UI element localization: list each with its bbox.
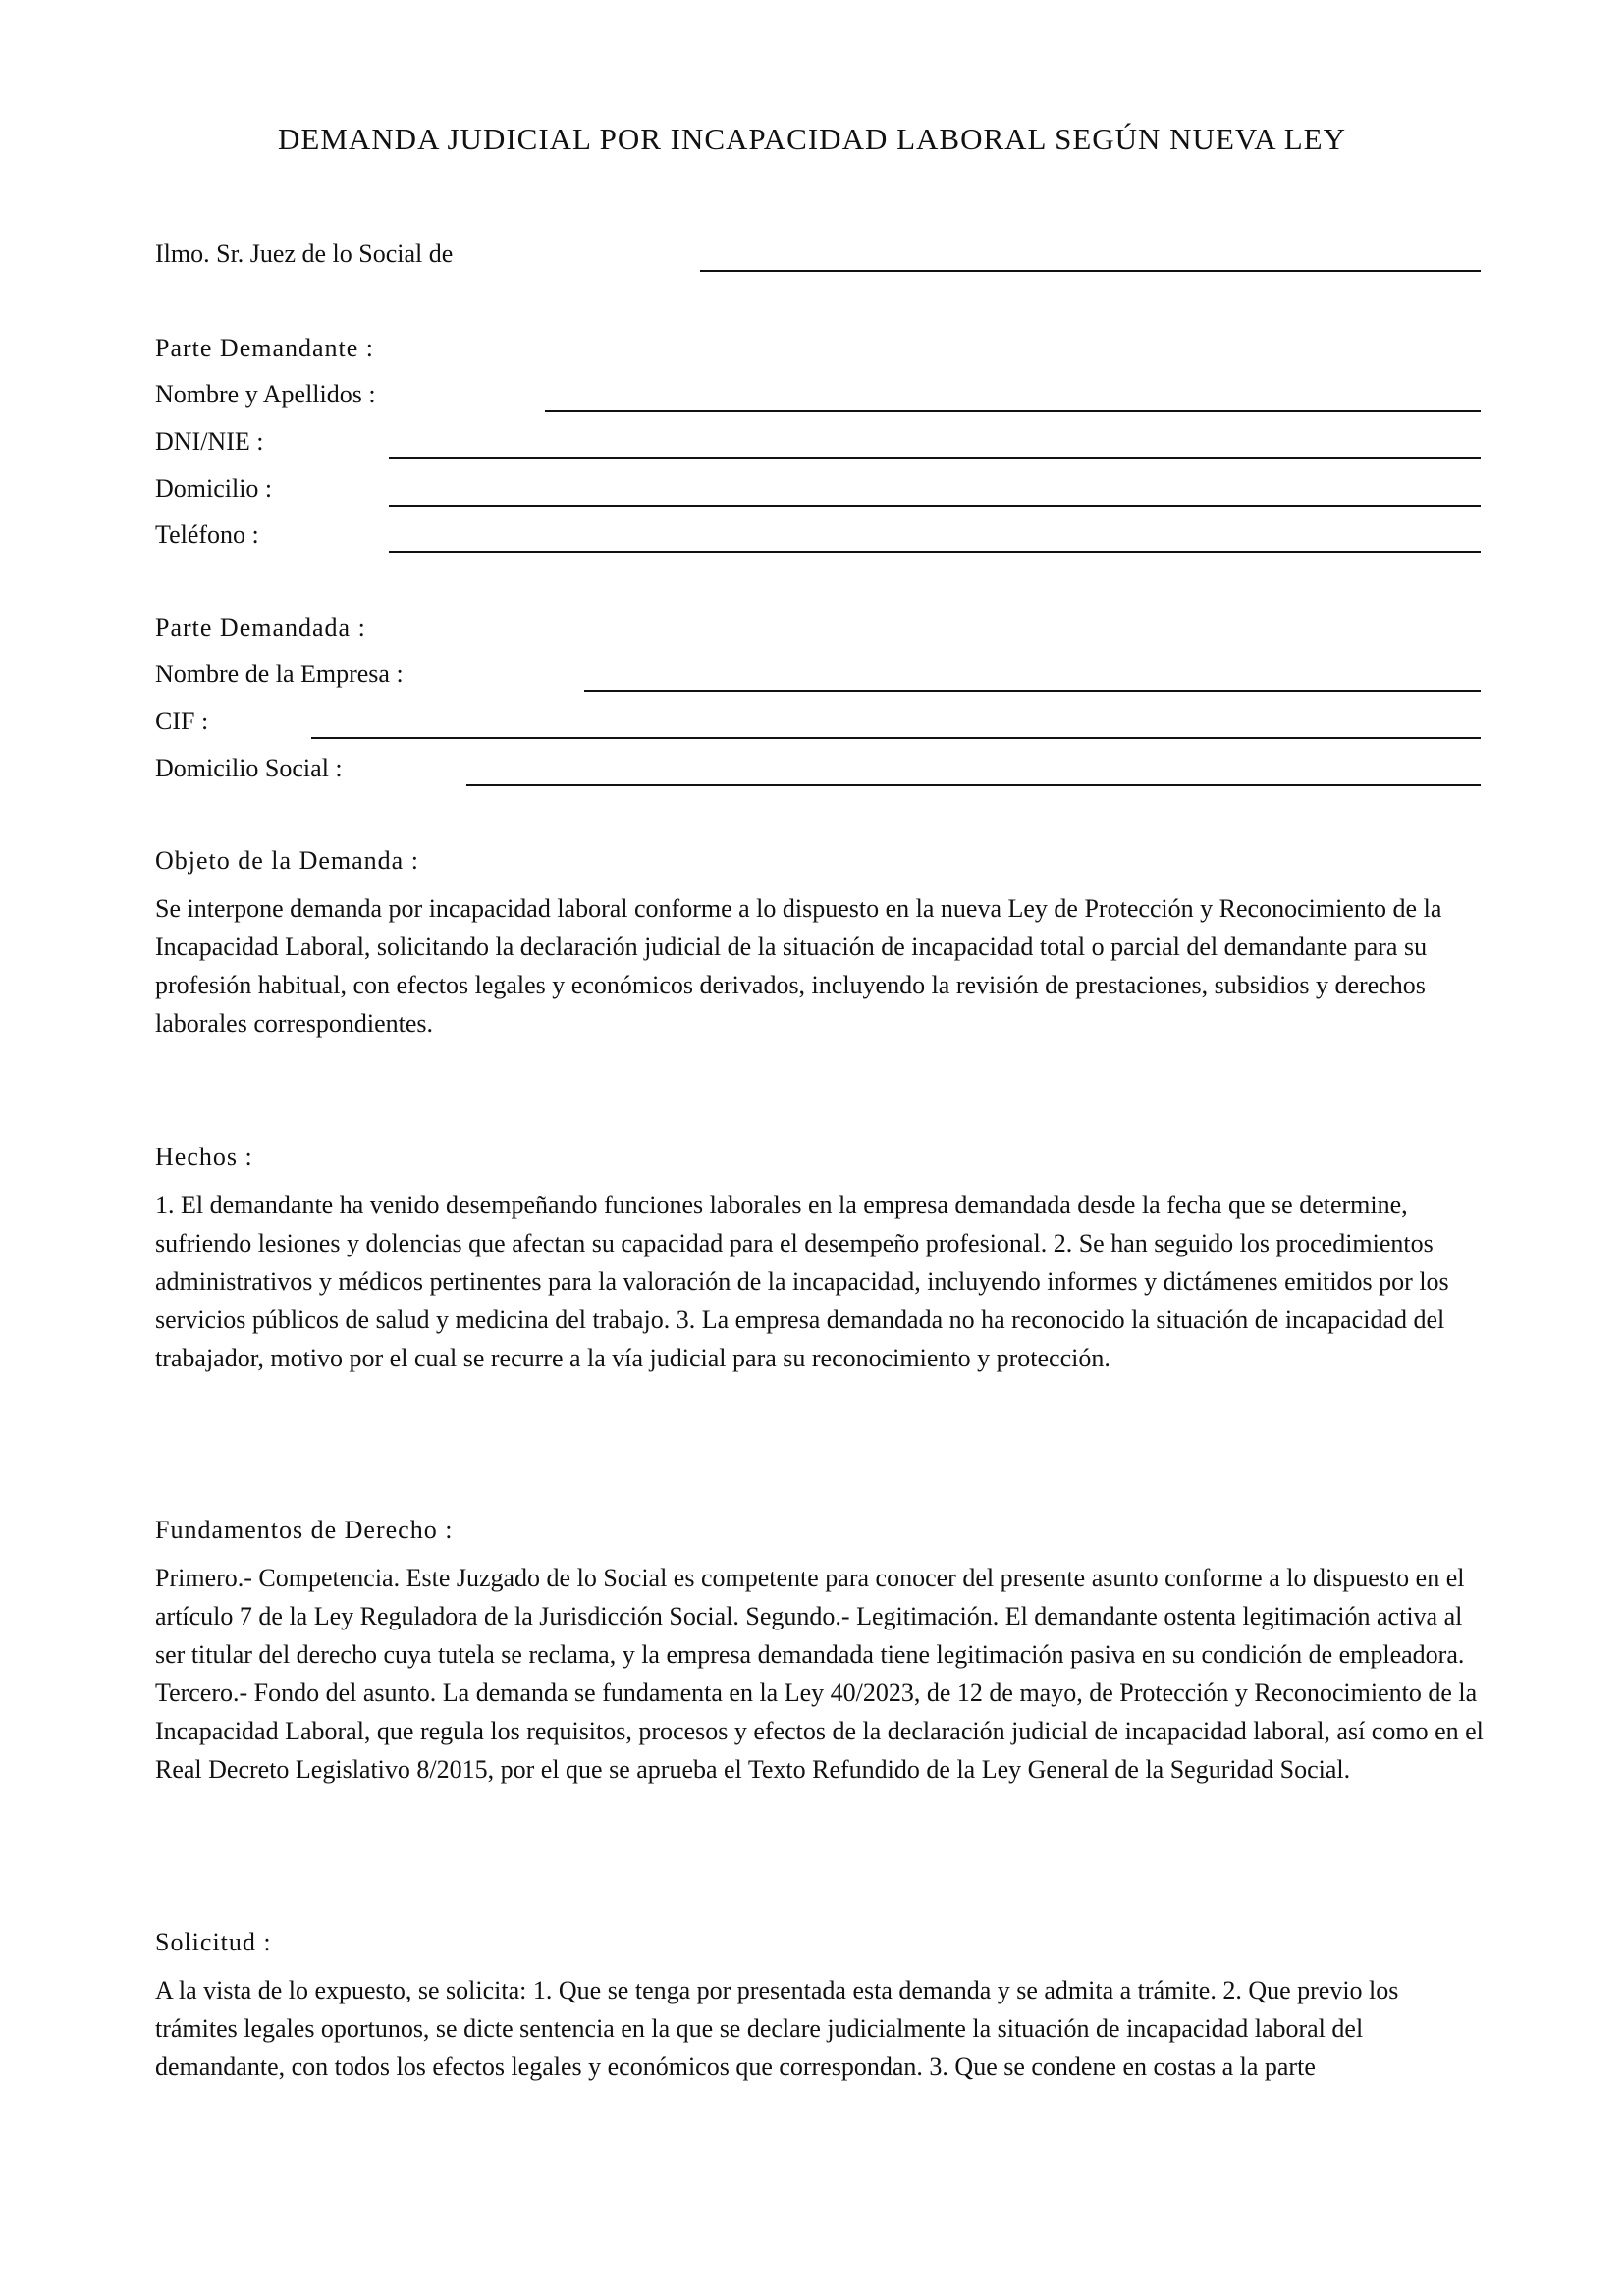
addressee-label: Ilmo. Sr. Juez de lo Social de [155, 240, 454, 268]
legal-grounds-paragraph: Primero.- Competencia. Este Juzgado de lo Social es competente para conocer del presente asunto conforme a lo dispuesto en el artículo 7 de la Ley Reguladora de la Jurisdicción Social. Segundo.- Legitimación. El demandante ostenta legitimación activa al ser titular del derecho cuya tutela se reclama, y la empresa demandada tiene legitimación pasiva en su condición de empleadora. Tercero.- Fondo del asunto. La demanda se fundamenta en la Ley 40/2023, de 12 de mayo, de Protección y Reconocimiento de la Incapacidad Laboral, que regula los requisitos, procesos y efectos de la declaración judicial de incapacidad laboral, así como en el Real Decreto Legislativo 8/2015, por el que se aprueba el Texto Refundido de la Ley General de la Seguridad Social. [155, 1564, 1484, 1784]
plaintiff-name-label: Nombre y Apellidos : [155, 380, 376, 408]
defendant-company-label: Nombre de la Empresa : [155, 660, 404, 688]
defendant-company-field[interactable] [584, 690, 1481, 692]
plaintiff-heading: Parte Demandante : [155, 334, 375, 362]
request-heading: Solicitud : [155, 1928, 272, 1956]
legal-grounds-heading: Fundamentos de Derecho : [155, 1516, 454, 1544]
plaintiff-dni-label: DNI/NIE : [155, 427, 264, 455]
plaintiff-address-field[interactable] [389, 505, 1481, 507]
request-paragraph: A la vista de lo expuesto, se solicita: 1. Que se tenga por presentada esta demanda y se admita a trámite. 2. Que previo los trámites legales oportunos, se dicte sentencia en la que se declare judicialmente la situación de incapacidad laboral del demandante, con todos los efectos legales y económicos que correspondan. 3. Que se condene en costas a la parte [155, 1976, 1399, 2081]
plaintiff-phone-field[interactable] [389, 551, 1481, 553]
plaintiff-name-field[interactable] [545, 410, 1481, 412]
defendant-cif-label: CIF : [155, 707, 209, 735]
defendant-address-label: Domicilio Social : [155, 754, 343, 782]
facts-heading: Hechos : [155, 1143, 253, 1171]
plaintiff-dni-field[interactable] [389, 457, 1481, 459]
defendant-address-field[interactable] [466, 784, 1481, 786]
plaintiff-phone-label: Teléfono : [155, 520, 259, 549]
facts-paragraph: 1. El demandante ha venido desempeñando funciones laborales en la empresa demandada desde la fecha que se determine, sufriendo lesiones y dolencias que afectan su capacidad para el desempeño profesional. 2. Se han seguido los procedimientos administrativos y médicos pertinentes para la valoración de la incapacidad, incluyendo informes y dictámenes emitidos por los servicios públicos de salud y medicina del trabajo. 3. La empresa demandada no ha reconocido la situación de incapacidad del trabajador, motivo por el cual se recurre a la vía judicial para su reconocimiento y protección. [155, 1191, 1449, 1372]
defendant-heading: Parte Demandada : [155, 614, 366, 642]
object-heading: Objeto de la Demanda : [155, 846, 419, 875]
defendant-cif-field[interactable] [311, 737, 1481, 739]
court-location-field[interactable] [700, 270, 1481, 272]
document-title: DEMANDA JUDICIAL POR INCAPACIDAD LABORAL SEGÚN NUEVA LEY [278, 122, 1346, 156]
object-paragraph: Se interpone demanda por incapacidad laboral conforme a lo dispuesto en la nueva Ley de Protección y Reconocimiento de la Incapacidad Laboral, solicitando la declaración judicial de la situación de incapacidad total o parcial del demandante para su profesión habitual, con efectos legales y económicos derivados, incluyendo la revisión de prestaciones, subsidios y derechos laborales correspondientes. [155, 894, 1442, 1038]
plaintiff-address-label: Domicilio : [155, 474, 273, 503]
